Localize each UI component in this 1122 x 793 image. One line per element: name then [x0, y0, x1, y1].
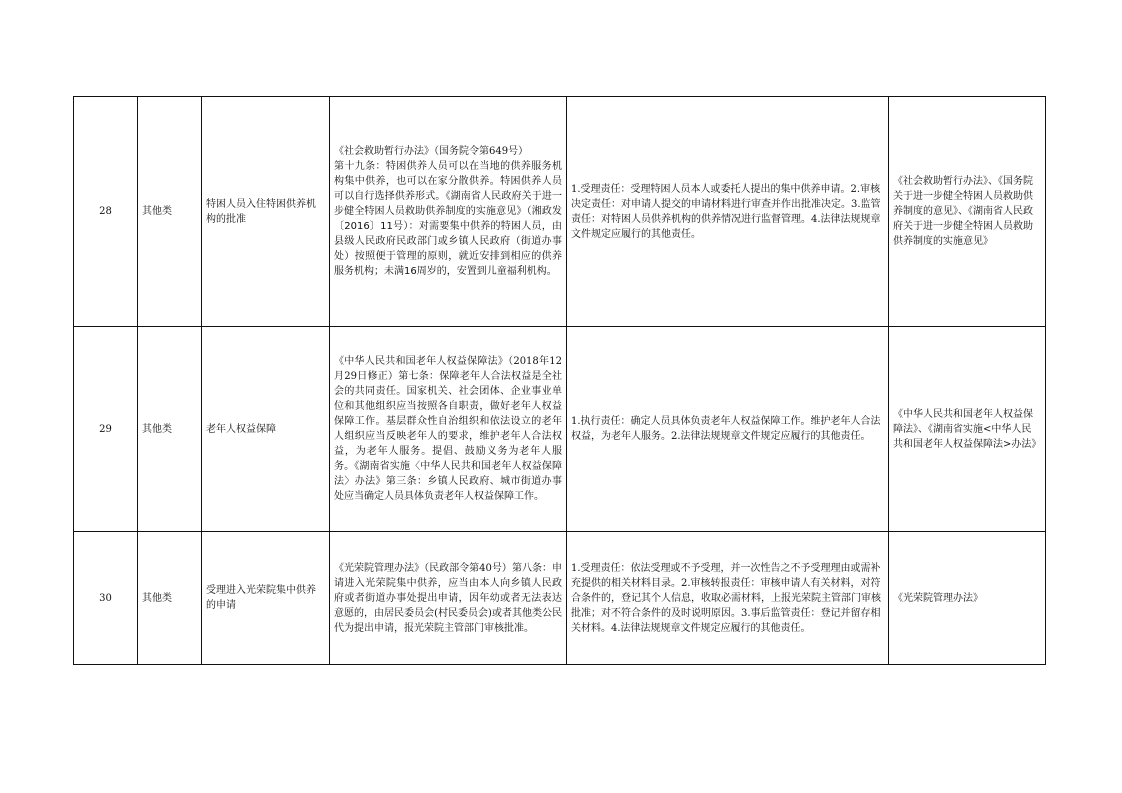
- row-number: 30: [74, 532, 138, 665]
- row-number: 29: [74, 327, 138, 532]
- duty-text: 1.执行责任：: [571, 416, 631, 427]
- row-law-reference: 《社会救助暂行办法》、《国务院关于进一步健全特困人员救助供养制度的意见》、《湖南省人民政府关于进一步健全特困人员救助供养制度的实施意见》: [889, 97, 1046, 327]
- row-number: 28: [74, 97, 138, 327]
- row-item-name: 特困人员入住特困供养机构的批准: [202, 97, 330, 327]
- table-row: [74, 97, 1046, 327]
- duty-text: 2.法律法规规章文件规定应履行的其他责任。: [671, 431, 871, 442]
- row-law-reference: 《中华人民共和国老年人权益保障法》、《湖南省实施<中华人民共和国老年人权益保障法>办法》: [889, 327, 1046, 532]
- row-responsibility: [567, 97, 889, 327]
- row-responsibility: [567, 532, 889, 665]
- row-item-name: 老年人权益保障: [202, 327, 330, 532]
- duty-text-emphasis: 确定人员具体负责老年人权益保障工作。维护老年人合法权益，为老年人服务。: [571, 416, 881, 442]
- basis-text: 《光荣院管理办法》（民政部令第40号）第八条：申请进入光荣院集中供养，应当由本人向乡镇人民政府或者街道办事处提出申请，因年幼或者无法表达意愿的，由居民委员会(村民委员会)或者其他类公民代为提出申请，报光荣院主管部门审核批准。: [334, 562, 562, 634]
- row-responsibility: [567, 327, 889, 532]
- basis-text: 第十九条：特困供养人员可以在当地的供养服务机构集中供养，也可以在家分散供养。特困供养人员可以自行选择供养形式。《湖南省人民政府关于进一步健全特困人员救助供养制度的实施意见》（湘政发〔2016〕11号）：对需要集中供养的特困人员，由县级人民政府民政部门或乡镇人民政府（街道办事处）按照便于管理的原则，就近安排到相应的供养服务机构；未满16周岁的，安置到儿童福利机构。: [334, 161, 562, 277]
- basis-text: 《社会救助暂行办法》（国务院令第649号）: [334, 146, 529, 157]
- responsibility-table: [73, 96, 1046, 665]
- row-legal-basis: [330, 97, 567, 327]
- table-row: [74, 327, 1046, 532]
- table-row: [74, 532, 1046, 665]
- row-item-name: 受理进入光荣院集中供养的申请: [202, 532, 330, 665]
- row-legal-basis: [330, 327, 567, 532]
- duty-text: 1.受理责任：受理特困人员本人或委托人提出的集中供养申请。2.审核决定责任：对申请人提交的申请材料进行审查并作出批准决定。3.监管责任：对特困人员供养机构的供养情况进行监督管理。4.法律法规规章文件规定应履行的其他责任。: [571, 183, 881, 240]
- row-category: 其他类: [138, 97, 202, 327]
- row-legal-basis: [330, 532, 567, 665]
- duty-text: 1.受理责任：依法受理或不予受理，并一次性告之不予受理理由或需补充提供的相关材料目录。2.审核转报责任：审核申请人有关材料，对符合条件的，登记其个人信息，收取必需材料，上报光荣院主管部门审核批准；对不符合条件的及时说明原因。3.事后监管责任：登记并留存相关材料。4.法律法规规章文件规定应履行的其他责任。: [571, 562, 881, 634]
- row-category: 其他类: [138, 327, 202, 532]
- row-law-reference: 《光荣院管理办法》: [889, 532, 1046, 665]
- basis-text: 《中华人民共和国老年人权益保障法》（2018年12月29日修正）第七条：保障老年人合法权益是全社会的共同责任。国家机关、社会团体、企业事业单位和其他组织应当按照各自职责，做好老年人权益保障工作。基层群众性自治组织和依法设立的老年人组织应当反映老年人的要求，维护老年人合法权益，为老年人服务。提倡、鼓励义务为老年人服务。《湖南省实施〈中华人民共和国老年人权益保障法〉办法》第三条：乡镇人民政府、城市街道办事处应当确定人员具体负责老年人权益保障工作。: [334, 356, 562, 502]
- row-category: 其他类: [138, 532, 202, 665]
